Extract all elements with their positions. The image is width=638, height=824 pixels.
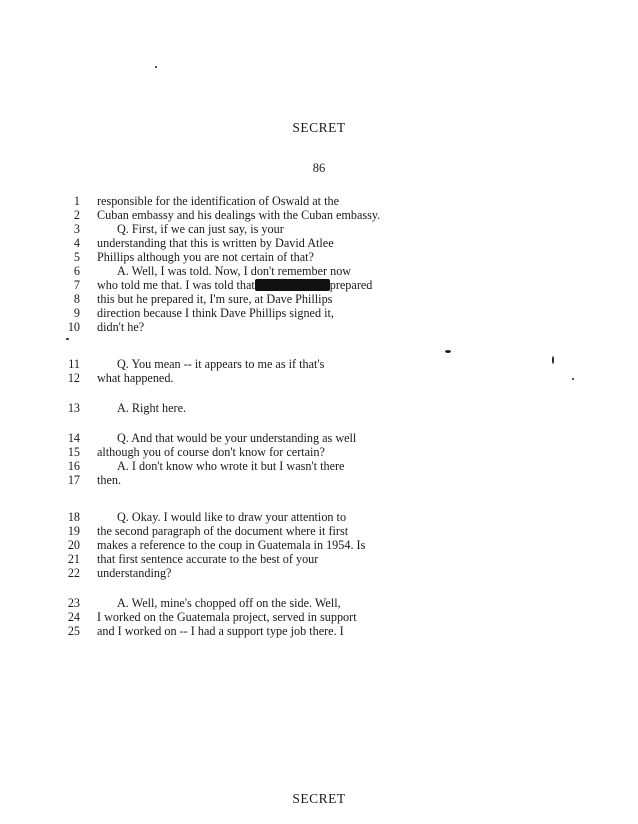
line-text: Q. Okay. I would like to draw your attention to <box>117 510 347 524</box>
scan-speck <box>572 378 574 380</box>
line-text: what happened. <box>97 371 174 385</box>
scan-speck <box>552 356 554 364</box>
line-number: 17 <box>67 473 80 487</box>
scan-speck <box>66 338 69 340</box>
transcript-line <box>0 264 638 278</box>
transcript-line <box>0 552 638 566</box>
line-text: Q. And that would be your understanding as well <box>117 431 357 445</box>
transcript-line <box>0 306 638 320</box>
transcript-line <box>0 371 638 385</box>
transcript-line <box>0 222 638 236</box>
line-number: 22 <box>67 566 80 580</box>
transcript-line <box>0 236 638 250</box>
line-text: although you of course don't know for certain? <box>97 445 325 459</box>
line-number: 10 <box>67 320 80 334</box>
line-number: 20 <box>67 538 80 552</box>
line-number: 14 <box>67 431 80 445</box>
line-text: Q. First, if we can just say, is your <box>117 222 284 236</box>
line-text: and I worked on -- I had a support type job there. I <box>97 624 344 638</box>
line-number: 1 <box>73 194 80 208</box>
transcript-line <box>0 610 638 624</box>
line-text: A. Well, I was told. Now, I don't remember now <box>117 264 352 278</box>
line-text: responsible for the identification of Oswald at the <box>97 194 339 208</box>
transcript-line <box>0 510 638 524</box>
transcript-line <box>0 320 638 334</box>
line-text: I worked on the Guatemala project, served in support <box>97 610 357 624</box>
line-number: 12 <box>67 371 80 385</box>
line-number: 18 <box>67 510 80 524</box>
transcript-line <box>0 250 638 264</box>
line-text: A. Right here. <box>117 401 187 415</box>
line-number: 24 <box>67 610 80 624</box>
line-number: 9 <box>73 306 80 320</box>
line-text: Q. You mean -- it appears to me as if that's <box>117 357 325 371</box>
footer-classification: SECRET <box>292 791 346 806</box>
transcript-line <box>0 459 638 473</box>
line-number: 7 <box>73 278 80 292</box>
transcript-line <box>0 292 638 306</box>
line-text: understanding? <box>97 566 172 580</box>
line-text: the second paragraph of the document where it first <box>97 524 349 538</box>
page-number: 86 <box>312 161 326 175</box>
line-text: then. <box>97 473 122 487</box>
line-text: didn't he? <box>97 320 145 334</box>
line-number: 2 <box>73 208 80 222</box>
line-text: A. Well, mine's chopped off on the side. Well, <box>117 596 341 610</box>
line-number: 25 <box>67 624 80 638</box>
line-number: 13 <box>67 401 80 415</box>
line-number: 16 <box>67 459 80 473</box>
transcript-line <box>0 538 638 552</box>
transcript-line <box>0 524 638 538</box>
line-text: A. I don't know who wrote it but I wasn't there <box>117 459 345 473</box>
line-text: who told me that. I was told that prepared <box>97 278 373 292</box>
transcript-line <box>0 473 638 487</box>
line-text: that first sentence accurate to the best of your <box>97 552 319 566</box>
transcript-line <box>0 445 638 459</box>
transcript-line <box>0 194 638 208</box>
line-number: 11 <box>68 357 80 371</box>
transcript-line <box>0 431 638 445</box>
scan-speck <box>155 66 157 68</box>
line-number: 3 <box>73 222 80 236</box>
line-text: understanding that this is written by David Atlee <box>97 236 334 250</box>
line-number: 4 <box>73 236 80 250</box>
transcript-line <box>0 624 638 638</box>
line-number: 5 <box>73 250 80 264</box>
line-number: 8 <box>73 292 80 306</box>
transcript-line <box>0 357 638 371</box>
transcript-line <box>0 401 638 415</box>
transcript-line <box>0 278 638 292</box>
line-text: makes a reference to the coup in Guatemala in 1954. Is <box>97 538 366 552</box>
line-text: Phillips although you are not certain of that? <box>97 250 314 264</box>
line-text: direction because I think Dave Phillips signed it, <box>97 306 334 320</box>
scan-speck <box>445 350 451 353</box>
header-classification: SECRET <box>292 120 346 135</box>
transcript-line <box>0 566 638 580</box>
transcript-line <box>0 208 638 222</box>
line-number: 6 <box>73 264 80 278</box>
line-number: 23 <box>67 596 80 610</box>
line-number: 15 <box>67 445 80 459</box>
line-number: 19 <box>67 524 80 538</box>
transcript-line <box>0 596 638 610</box>
line-number: 21 <box>67 552 80 566</box>
redaction-block <box>255 279 330 291</box>
line-text: this but he prepared it, I'm sure, at Dave Phillips <box>97 292 333 306</box>
line-text: Cuban embassy and his dealings with the Cuban embassy. <box>97 208 381 222</box>
